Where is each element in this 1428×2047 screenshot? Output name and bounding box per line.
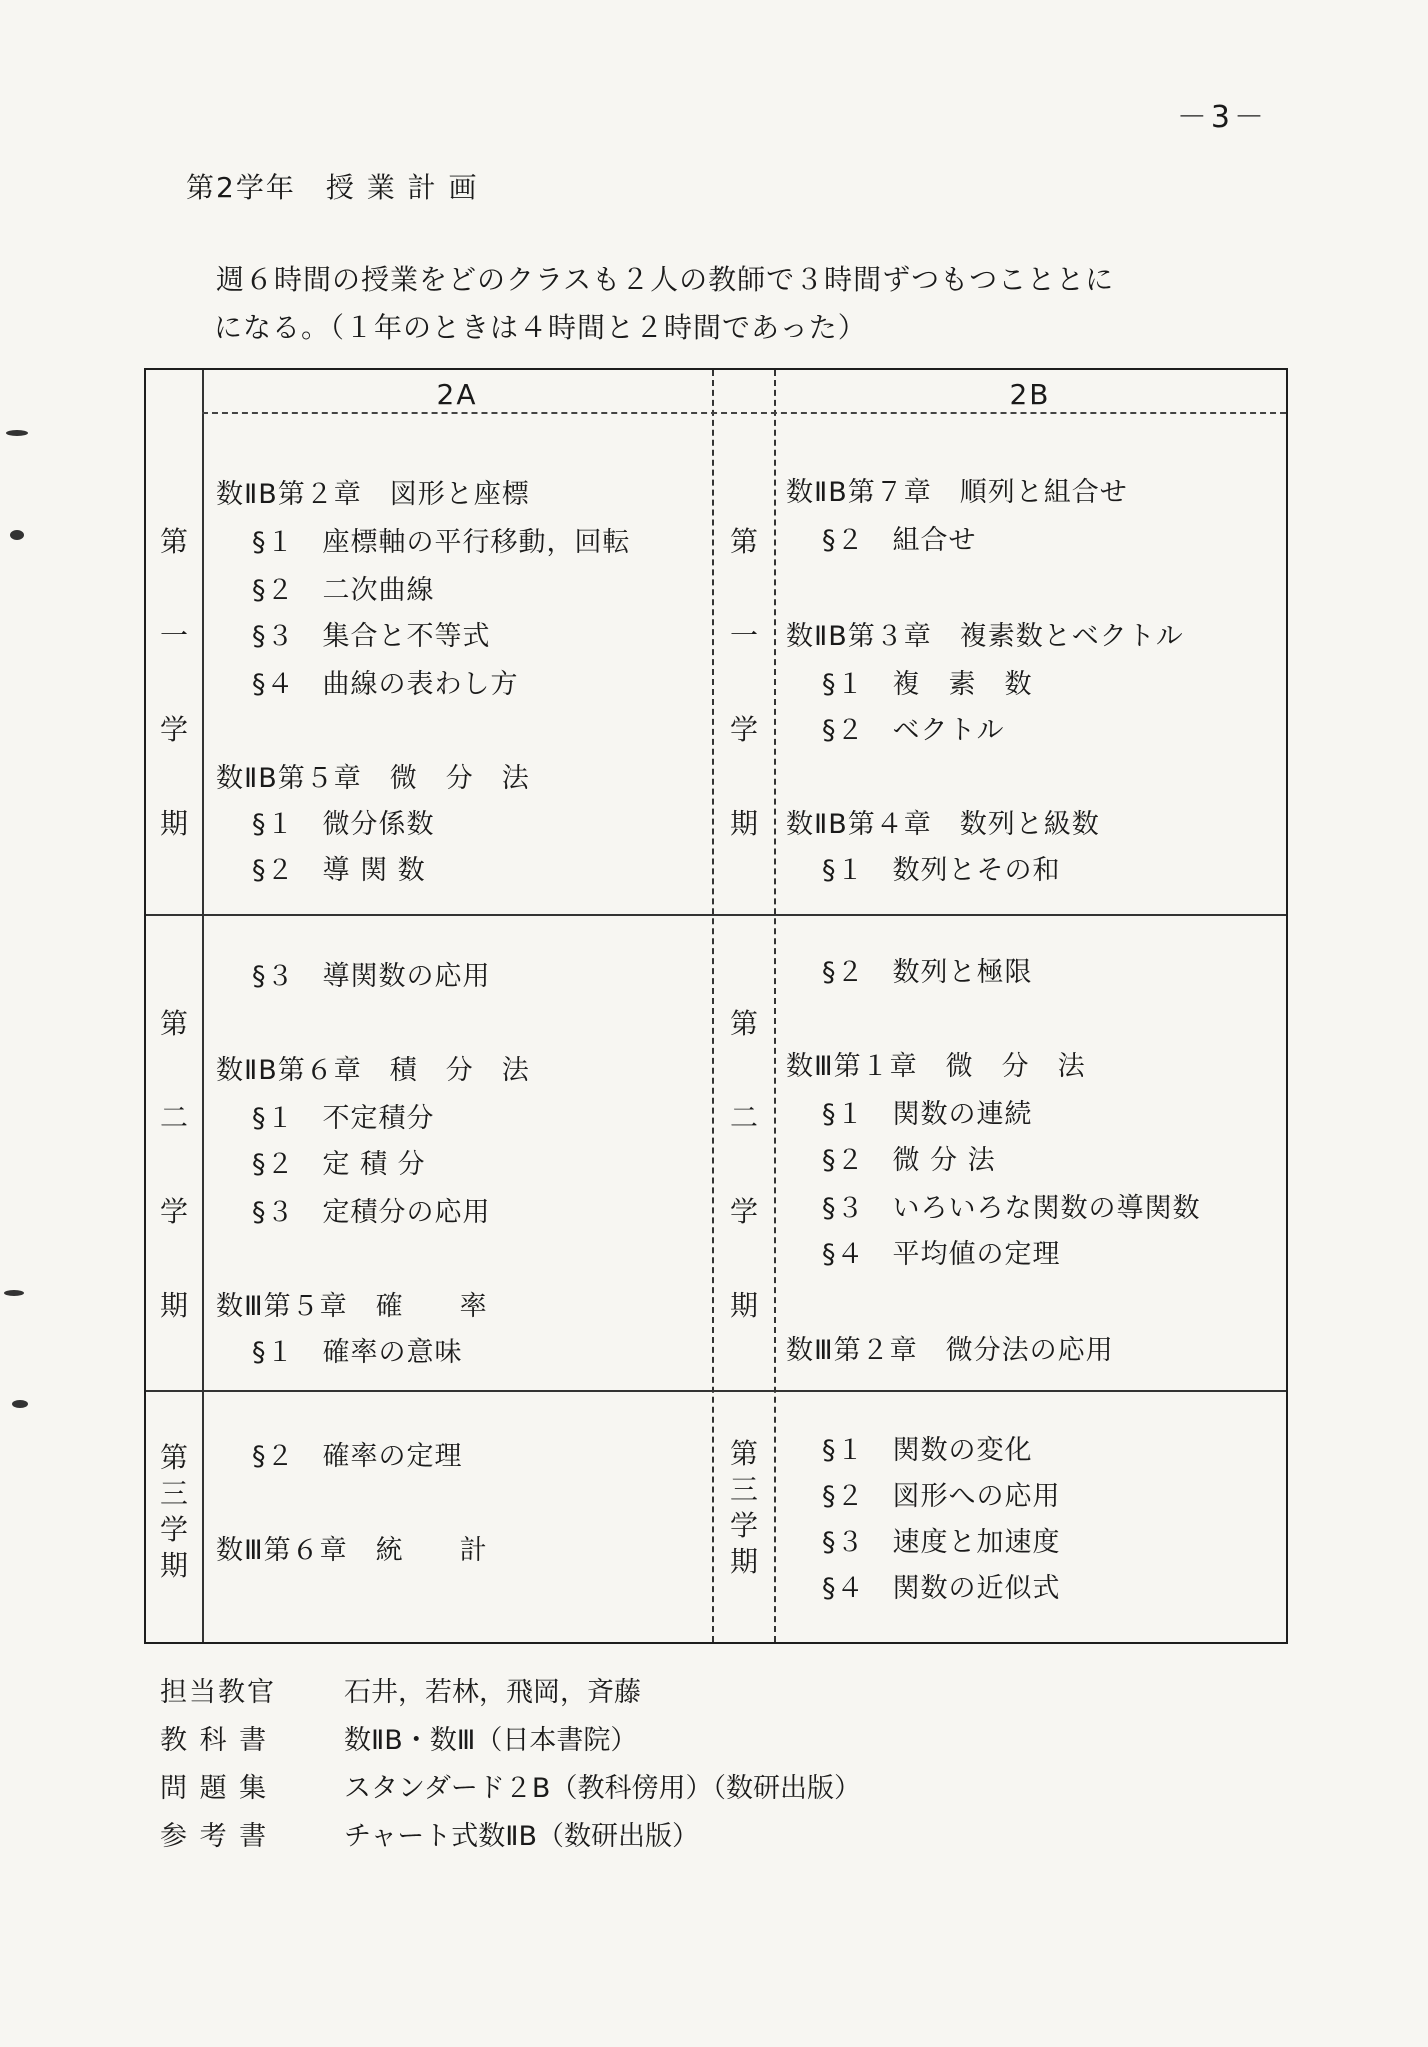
section-item: §２ ベクトル <box>822 715 1005 746</box>
grid-vline-a <box>202 370 204 1642</box>
section-item: §２ 図形への応用 <box>822 1481 1061 1512</box>
info-value: 数ⅡB・数Ⅲ（日本書院） <box>344 1725 638 1756</box>
section-item: §２ 導 関 数 <box>252 855 426 886</box>
column-header-2a: 2A <box>436 378 478 411</box>
section-item: §１ 座標軸の平行移動，回転 <box>252 527 631 558</box>
section-item: §２ 数列と極限 <box>822 957 1033 988</box>
chapter-heading: 数Ⅲ第１章 微 分 法 <box>786 1051 1086 1082</box>
section-item: §１ 関数の変化 <box>822 1435 1033 1466</box>
term-char: 学 <box>729 713 758 746</box>
scan-speck <box>6 430 28 436</box>
term-char: 期 <box>159 807 188 840</box>
grid-hline-term2 <box>146 1390 1286 1392</box>
section-item: §２ 二次曲線 <box>252 575 435 606</box>
column-header-2b: 2B <box>1009 378 1051 411</box>
term-char: 学 <box>729 1509 758 1542</box>
chapter-heading: 数ⅡB第５章 微 分 法 <box>216 763 530 794</box>
section-item: §３ 導関数の応用 <box>252 961 491 992</box>
chapter-heading: 数Ⅲ第２章 微分法の応用 <box>786 1335 1114 1366</box>
page-title: 第2学年 授 業 計 画 <box>186 171 479 204</box>
section-item: §４ 平均値の定理 <box>822 1239 1061 1270</box>
grid-hline-header <box>202 412 1286 414</box>
page-number: －3－ <box>1176 100 1268 135</box>
scan-speck <box>4 1290 24 1296</box>
term-char: 期 <box>159 1289 188 1322</box>
section-item: §４ 曲線の表わし方 <box>252 669 519 700</box>
intro-line-2: になる。（１年のときは４時間と２時間であった） <box>214 311 867 344</box>
chapter-heading: 数ⅡB第６章 積 分 法 <box>216 1055 530 1086</box>
term-char: 第 <box>729 1007 758 1040</box>
intro-line-1: 週６時間の授業をどのクラスも２人の教師で３時間ずつもつこととに <box>216 263 1115 296</box>
section-item: §１ 関数の連続 <box>822 1099 1033 1130</box>
term-char: 一 <box>159 619 188 652</box>
section-item: §１ 微分係数 <box>252 809 435 840</box>
intro-paragraph <box>216 256 1216 352</box>
section-item: §２ 定 積 分 <box>252 1149 426 1180</box>
term-char: 二 <box>729 1101 758 1134</box>
info-value: スタンダード２B（教科傍用）（数研出版） <box>344 1773 861 1804</box>
section-item: §３ いろいろな関数の導関数 <box>822 1193 1201 1224</box>
term-char: 第 <box>729 1437 758 1470</box>
chapter-heading: 数ⅡB第７章 順列と組合せ <box>786 477 1128 508</box>
grid-vline-b <box>774 370 776 1642</box>
term-char: 学 <box>159 1195 188 1228</box>
lesson-plan-table <box>144 368 1288 1644</box>
section-item: §１ 数列とその和 <box>822 855 1061 886</box>
chapter-heading: 数ⅡB第２章 図形と座標 <box>216 479 530 510</box>
section-item: §１ 確率の意味 <box>252 1337 463 1368</box>
info-label: 担当教官 <box>160 1677 276 1708</box>
chapter-heading: 数ⅡB第４章 数列と級数 <box>786 809 1100 840</box>
term-char: 期 <box>729 1545 758 1578</box>
term-char: 期 <box>729 1289 758 1322</box>
term-char: 学 <box>159 1513 188 1546</box>
section-item: §１ 複 素 数 <box>822 669 1033 700</box>
section-item: §３ 速度と加速度 <box>822 1527 1061 1558</box>
term-char: 第 <box>159 1441 188 1474</box>
info-label: 教 科 書 <box>160 1725 269 1756</box>
term-char: 期 <box>159 1549 188 1582</box>
section-item: §２ 組合せ <box>822 525 977 556</box>
chapter-heading: 数Ⅲ第６章 統 計 <box>216 1535 488 1566</box>
info-label: 参 考 書 <box>160 1821 269 1852</box>
term-char: 学 <box>159 713 188 746</box>
term-char: 二 <box>159 1101 188 1134</box>
scan-speck <box>10 530 24 540</box>
grid-hline-term1 <box>146 914 1286 916</box>
term-char: 第 <box>159 525 188 558</box>
section-item: §４ 関数の近似式 <box>822 1573 1061 1604</box>
term-char: 期 <box>729 807 758 840</box>
section-item: §２ 確率の定理 <box>252 1441 463 1472</box>
term-char: 三 <box>159 1477 188 1510</box>
term-char: 三 <box>729 1473 758 1506</box>
info-label: 問 題 集 <box>160 1773 269 1804</box>
section-item: §２ 微 分 法 <box>822 1145 996 1176</box>
term-char: 第 <box>159 1007 188 1040</box>
chapter-heading: 数ⅡB第３章 複素数とベクトル <box>786 621 1184 652</box>
info-value: 石井，若林，飛岡，斉藤 <box>344 1677 641 1708</box>
term-char: 学 <box>729 1195 758 1228</box>
section-item: §３ 定積分の応用 <box>252 1197 491 1228</box>
term-char: 一 <box>729 619 758 652</box>
scan-speck <box>12 1400 28 1408</box>
section-item: §１ 不定積分 <box>252 1103 435 1134</box>
section-item: §３ 集合と不等式 <box>252 621 491 652</box>
chapter-heading: 数Ⅲ第５章 確 率 <box>216 1291 488 1322</box>
info-value: チャート式数ⅡB（数研出版） <box>344 1821 700 1852</box>
term-char: 第 <box>729 525 758 558</box>
